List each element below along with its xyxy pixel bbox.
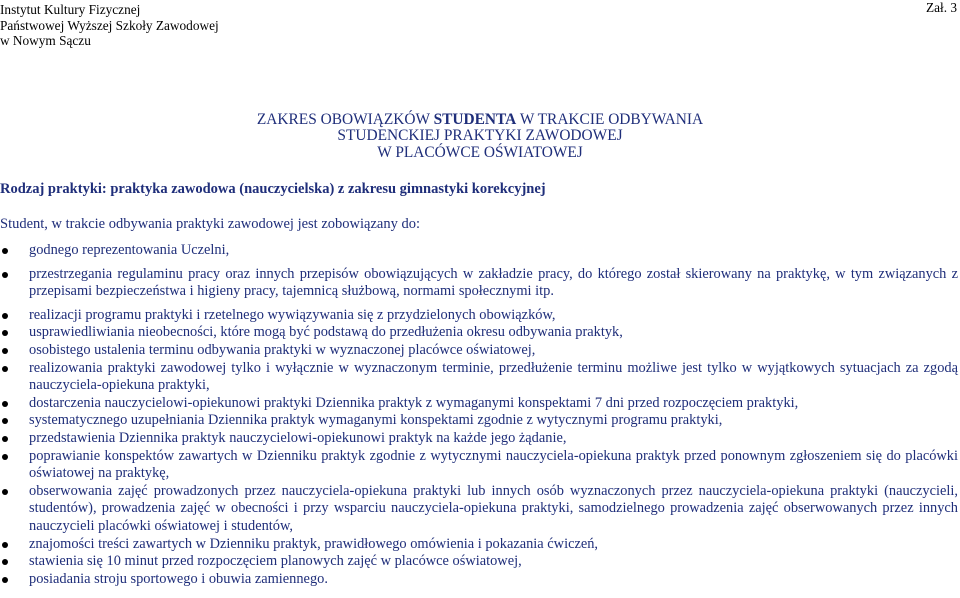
duty-text: realizowania praktyki zawodowej tylko i wyłącznie w wyznaczonym terminie, przedłużenie terminu możliwe jest tylko w wyjątkowych sytuacjach za zgodą nauczyciela-opiekuna praktyki, — [29, 359, 958, 394]
title-line-1 — [0, 112, 960, 128]
duty-text: przestrzegania regulaminu pracy oraz innych przepisów obowiązujących w zakładzie pracy, do którego został skierowany na praktykę, w tym związanych z przepisami bezpieczeństwa i higieny pracy, tajemnicą służbową, normami społecznymi itp. — [29, 265, 958, 300]
document-title — [0, 112, 960, 161]
title-line-1-post: W TRAKCIE ODBYWANIA — [516, 111, 704, 128]
duty-text: systematycznego uzupełniania Dziennika praktyk wymaganymi konspektami zgodnie z wytycznymi programu praktyki, — [29, 412, 723, 429]
duty-item — [0, 483, 958, 536]
duty-item — [0, 307, 958, 325]
bullet-icon — [2, 489, 8, 495]
duty-item — [0, 360, 958, 395]
bullet-icon — [2, 436, 8, 442]
bullet-icon — [2, 330, 8, 336]
duty-text: stawienia się 10 minut przed rozpoczęciem planowych zajęć w placówce oświatowej, — [29, 553, 522, 570]
duty-item — [0, 448, 958, 483]
title-line-2: STUDENCKIEJ PRAKTYKI ZAWODOWEJ — [337, 127, 623, 145]
bullet-icon — [2, 418, 8, 424]
duties-list — [0, 242, 958, 588]
title-line-1-bold: STUDENTA — [433, 111, 517, 128]
duty-text: godnego reprezentowania Uczelni, — [29, 242, 230, 258]
bullet-icon — [2, 313, 8, 319]
bullet-icon — [2, 366, 8, 372]
institution-header — [0, 2, 219, 49]
duty-item — [0, 342, 958, 360]
duty-text: realizacji programu praktyki i rzetelnego wywiązywania się z przydzielonych obowiązków, — [29, 306, 556, 323]
bullet-icon — [2, 454, 8, 460]
duty-text: usprawiedliwiania nieobecności, które mogą być podstawą do przedłużenia okresu odbywania praktyk, — [29, 324, 623, 341]
duty-text: dostarczenia nauczycielowi-opiekunowi praktyki Dziennika praktyk z wymaganymi konspektami 7 dni przed rozpoczęciem praktyki, — [29, 394, 799, 411]
duties-intro: Student, w trakcie odbywania praktyki zawodowej jest zobowiązany do: — [0, 216, 420, 232]
duty-item — [0, 430, 958, 448]
bullet-icon — [2, 559, 8, 565]
bullet-icon — [2, 248, 8, 254]
duty-text: obserwowania zajęć prowadzonych przez nauczyciela-opiekuna praktyki lub innych osób wyznaczonych przez nauczyciela-opiekuna praktyki (nauczycieli, studentów), prowadzenia zajęć w obecności i przy wsparciu nauczyciela-opiekuna praktyki, samodzielnego prowadzenia zajęć obserwowanych przez innych nauczycieli placówki oświatowej i studentów, — [29, 482, 958, 534]
title-line-3: W PLACÓWCE OŚWIATOWEJ — [377, 143, 583, 161]
bullet-icon — [2, 272, 8, 278]
institution-line-2: Państwowej Wyższej Szkoły Zawodowej — [0, 17, 219, 33]
duty-item — [0, 412, 958, 430]
bullet-icon — [2, 348, 8, 354]
bullet-icon — [2, 542, 8, 548]
duty-item — [0, 324, 958, 342]
duty-text: posiadania stroju sportowego i obuwia zamiennego. — [29, 570, 328, 587]
duty-text: przedstawienia Dziennika praktyk nauczycielowi-opiekunowi praktyk na każde jego żądanie, — [29, 429, 567, 446]
duty-item — [0, 536, 958, 554]
duty-text: osobistego ustalenia terminu odbywania praktyki w wyznaczonej placówce oświatowej, — [29, 341, 536, 358]
duty-text: poprawianie konspektów zawartych w Dzienniku praktyk zgodnie z wytycznymi nauczyciela-opiekuna praktyk przed ponownym zgłoszeniem się do placówki oświatowej na praktykę, — [29, 447, 958, 482]
attachment-label: Zał. 3 — [925, 0, 957, 15]
duty-item — [0, 395, 958, 413]
institution-line-3: w Nowym Sączu — [0, 33, 91, 48]
practice-type: Rodzaj praktyki: praktyka zawodowa (nauczycielska) z zakresu gimnastyki korekcyjnej — [0, 181, 546, 197]
institution-line-1: Instytut Kultury Fizycznej — [0, 2, 141, 17]
duty-item — [0, 571, 958, 589]
title-line-1-pre: ZAKRES OBOWIĄZKÓW — [256, 111, 434, 128]
duty-item — [0, 242, 958, 260]
bullet-icon — [2, 401, 8, 407]
duty-item — [0, 553, 958, 571]
duty-item — [0, 266, 958, 301]
duty-text: znajomości treści zawartych w Dzienniku praktyk, prawidłowego omówienia i pokazania ćwiczeń, — [29, 535, 599, 552]
bullet-icon — [2, 577, 8, 583]
